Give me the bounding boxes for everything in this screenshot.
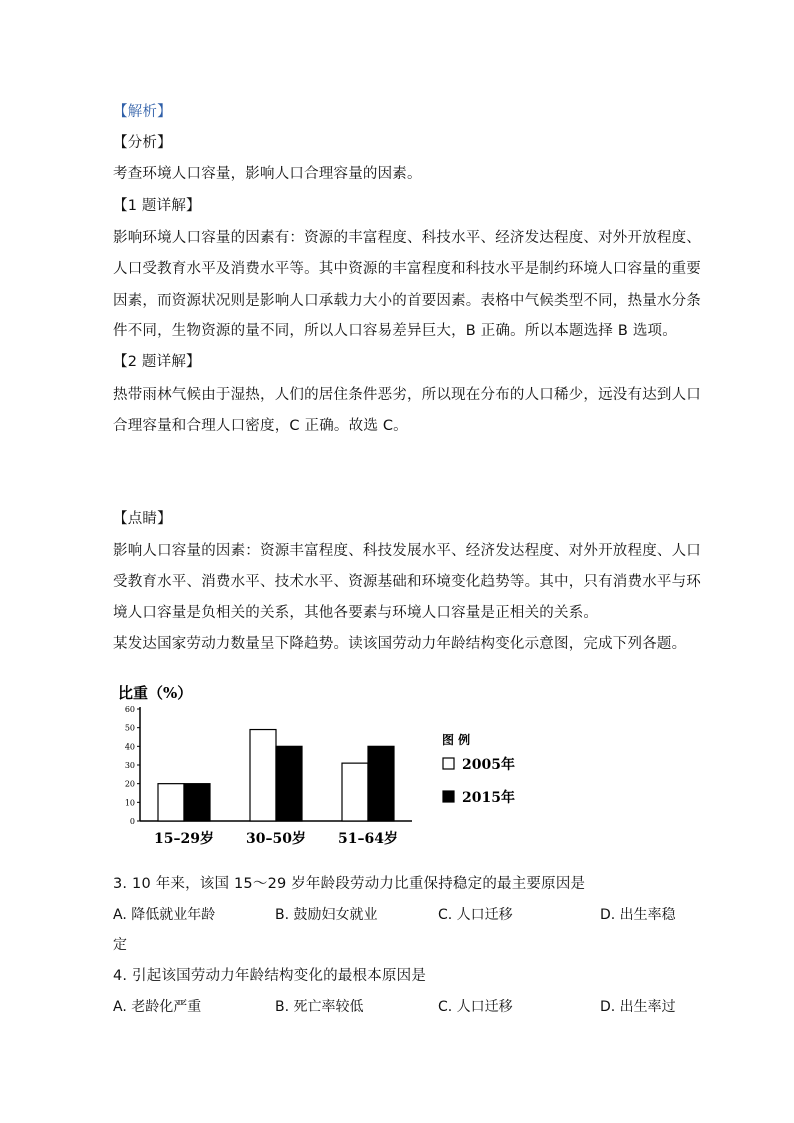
dianjing-line: 影响人口容量的因素：资源丰富程度、科技发展水平、经济发达程度、对外开放程度、人口 [113, 543, 701, 559]
legend-label-2005: 2005年 [462, 757, 515, 773]
q1-detail-line: 件不同，生物资源的量不同，所以人口容易差异巨大，B 正确。所以本题选择 B 选项。 [113, 323, 677, 339]
bar-2005年-51–64岁 [342, 763, 368, 821]
y-tick-label: 30 [124, 761, 135, 770]
question-3-option-a[interactable]: A. 降低就业年龄 [113, 907, 216, 923]
question-3-stem: 3. 10 年来，该国 15～29 岁年龄段劳动力比重保持稳定的最主要原因是 [113, 876, 586, 892]
y-tick-label: 40 [124, 742, 135, 752]
question-4-option-d[interactable]: D. 出生率过 [600, 999, 676, 1015]
labor-age-structure-chart [100, 680, 540, 855]
section-tag-fenxi: 【分析】 [113, 135, 172, 151]
y-tick-label: 0 [129, 817, 135, 826]
bar-2005年-30–50岁 [250, 730, 276, 821]
bar-2015年-51–64岁 [368, 746, 394, 821]
y-axis-ticks [125, 705, 140, 826]
question-3-option-d[interactable]: D. 出生率稳 [600, 907, 676, 923]
dianjing-line: 受教育水平、消费水平、技术水平、资源基础和环境变化趋势等。其中，只有消费水平与环 [113, 574, 701, 590]
q1-detail-line: 人口受教育水平及消费水平等。其中资源的丰富程度和科技水平是制约环境人口容量的重要 [113, 261, 701, 277]
x-tick-label: 30–50岁 [246, 831, 306, 847]
q2-detail-line: 热带雨林气候由于湿热，人们的居住条件恶劣，所以现在分布的人口稀少，远没有达到人口 [113, 387, 701, 403]
x-tick-label: 15–29岁 [154, 831, 214, 847]
y-tick-label: 50 [124, 723, 135, 733]
legend-label-2015: 2015年 [462, 790, 515, 806]
bar-group [158, 730, 394, 821]
bar-2005年-15–29岁 [158, 784, 184, 821]
question-3-option-c[interactable]: C. 人口迁移 [438, 907, 513, 923]
question-3-option-b[interactable]: B. 鼓励妇女就业 [275, 907, 378, 923]
question-4-option-a[interactable]: A. 老龄化严重 [113, 999, 202, 1015]
bar-2015年-30–50岁 [276, 746, 302, 821]
question-4-stem: 4. 引起该国劳动力年龄结构变化的最根本原因是 [113, 968, 427, 984]
question-3-option-d-wrap: 定 [113, 937, 127, 953]
y-tick-label: 60 [124, 705, 135, 714]
y-tick-label: 20 [124, 779, 135, 789]
question-intro: 某发达国家劳动力数量呈下降趋势。读该国劳动力年龄结构变化示意图，完成下列各题。 [113, 636, 687, 652]
question-4-option-c[interactable]: C. 人口迁移 [438, 999, 513, 1015]
section-tag-jiexi: 【解析】 [113, 104, 172, 120]
q2-detail-line: 合理容量和合理人口密度，C 正确。故选 C。 [113, 418, 408, 434]
q1-detail-line: 影响环境人口容量的因素有：资源的丰富程度、科技水平、经济发达程度、对外开放程度、 [113, 230, 701, 246]
bar-2015年-15–29岁 [184, 784, 210, 821]
q2-detail-tag: 【2 题详解】 [113, 354, 201, 370]
chart-ylabel: 比重（%） [118, 684, 193, 702]
dianjing-line: 境人口容量是负相关的关系，其他各要素与环境人口容量是正相关的关系。 [113, 605, 599, 621]
legend-title: 图 例 [442, 733, 471, 747]
q1-detail-tag: 【1 题详解】 [113, 198, 201, 214]
question-4-option-b[interactable]: B. 死亡率较低 [275, 999, 364, 1015]
legend-swatch-2005 [443, 758, 454, 769]
x-tick-label: 51–64岁 [338, 831, 398, 847]
x-axis-labels [154, 830, 398, 847]
y-tick-label: 10 [124, 798, 135, 808]
dianjing-tag: 【点睛】 [113, 511, 172, 527]
q1-detail-line: 因素，而资源状况则是影响人口承载力大小的首要因素。表格中气候类型不同，热量水分条 [113, 293, 701, 309]
legend-swatch-2015 [443, 791, 454, 802]
fenxi-text: 考查环境人口容量，影响人口合理容量的因素。 [113, 166, 422, 182]
